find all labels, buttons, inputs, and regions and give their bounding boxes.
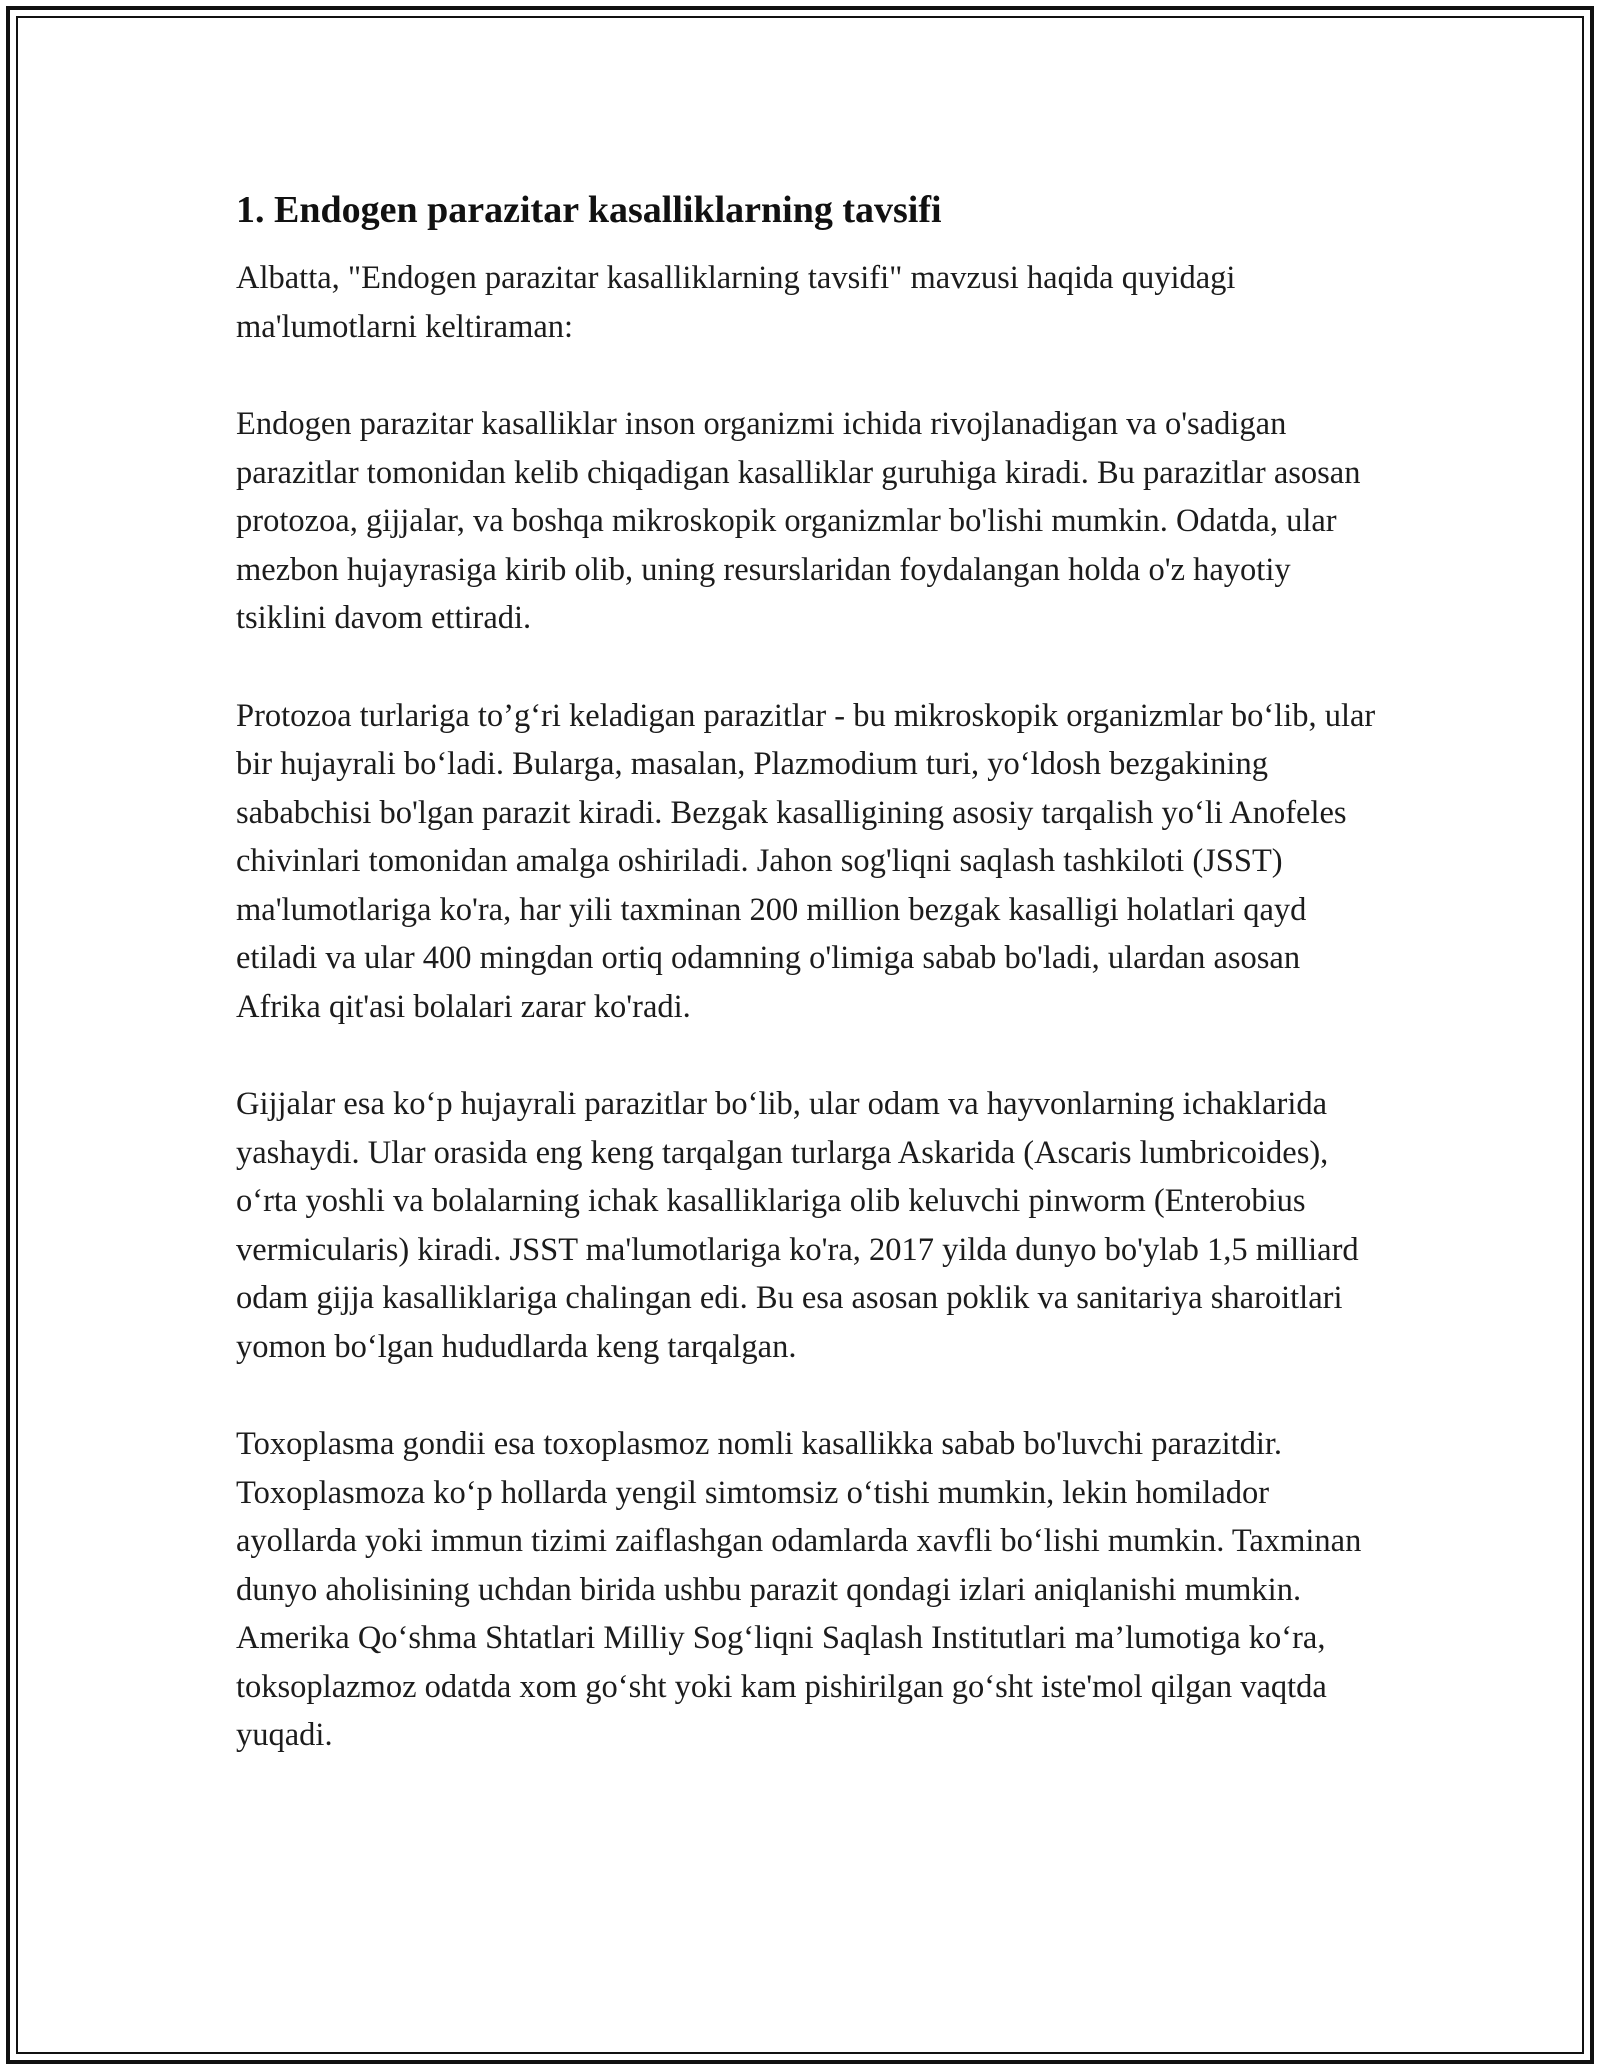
paragraph-toxoplasma: Toxoplasma gondii esa toxoplasmoz nomli kasallikka sabab bo'luvchi parazitdir. Toxoplasmoza ko‘p hollarda yengil simtomsiz o‘tishi mumkin, lekin homilador ayollarda yoki immun tizimi zaiflashgan odamlarda xavfli bo‘lishi mumkin. Taxminan dunyo aholisining uchdan birida ushbu parazit qondagi izlari aniqlanishi mumkin. Amerika Qo‘shma Shtatlari Milliy Sog‘liqni Saqlash Institutlari ma’lumotiga ko‘ra, toksoplazmoz odatda xom go‘sht yoki kam pishirilgan go‘sht iste'mol qilgan vaqtda yuqadi. (236, 1426, 1362, 1753)
paragraph-protozoa: Protozoa turlariga to’g‘ri keladigan parazitlar - bu mikroskopik organizmlar bo‘lib, ular bir hujayrali bo‘ladi. Bularga, masalan, Plazmodium turi, yo‘ldosh bezgakining sababchisi bo'lgan parazit kiradi. Bezgak kasalligining asosiy tarqalish yo‘li Anofeles chivinlari tomonidan amalga oshiriladi. Jahon sog'liqni saqlash tashkiloti (JSST) ma'lumotlariga ko'ra, har yili taxminan 200 million bezgak kasalligi holatlari qayd etiladi va ular 400 mingdan ortiq odamning o'limiga sabab bo'ladi, ulardan asosan Afrika qit'asi bolalari zarar ko'radi. (236, 697, 1376, 1025)
paragraph-helminths: Gijjalar esa ko‘p hujayrali parazitlar bo‘lib, ular odam va hayvonlarning ichaklarida yashaydi. Ular orasida eng keng tarqalgan turlarga Askarida (Ascaris lumbricoides), o‘rta yoshli va bolalarning ichak kasalliklariga olib keluvchi pinworm (Enterobius vermicularis) kiradi. JSST ma'lumotlariga ko'ra, 2017 yilda dunyo bo'ylab 1,5 milliard odam gijja kasalliklariga chalingan edi. Bu esa asosan poklik va sanitariya sharoitlari yomon bo‘lgan hududlarda keng tarqalgan. (236, 1086, 1359, 1365)
document-body (236, 186, 1386, 1809)
paragraph-endogen-definition: Endogen parazitar kasalliklar inson organizmi ichida rivojlanadigan va o'sadigan parazitlar tomonidan kelib chiqadigan kasalliklar guruhiga kiradi. Bu parazitlar asosan protozoa, gijjalar, va boshqa mikroskopik organizmlar bo'lishi mumkin. Odatda, ular mezbon hujayrasiga kirib olib, uning resurslaridan foydalangan holda o'z hayotiy tsiklini davom ettiradi. (236, 406, 1361, 636)
document-title: 1. Endogen parazitar kasalliklarning tavsifi (236, 189, 942, 231)
paragraph-intro: Albatta, "Endogen parazitar kasalliklarning tavsifi" mavzusi haqida quyidagi ma'lumotlarni keltiraman: (236, 260, 1236, 345)
